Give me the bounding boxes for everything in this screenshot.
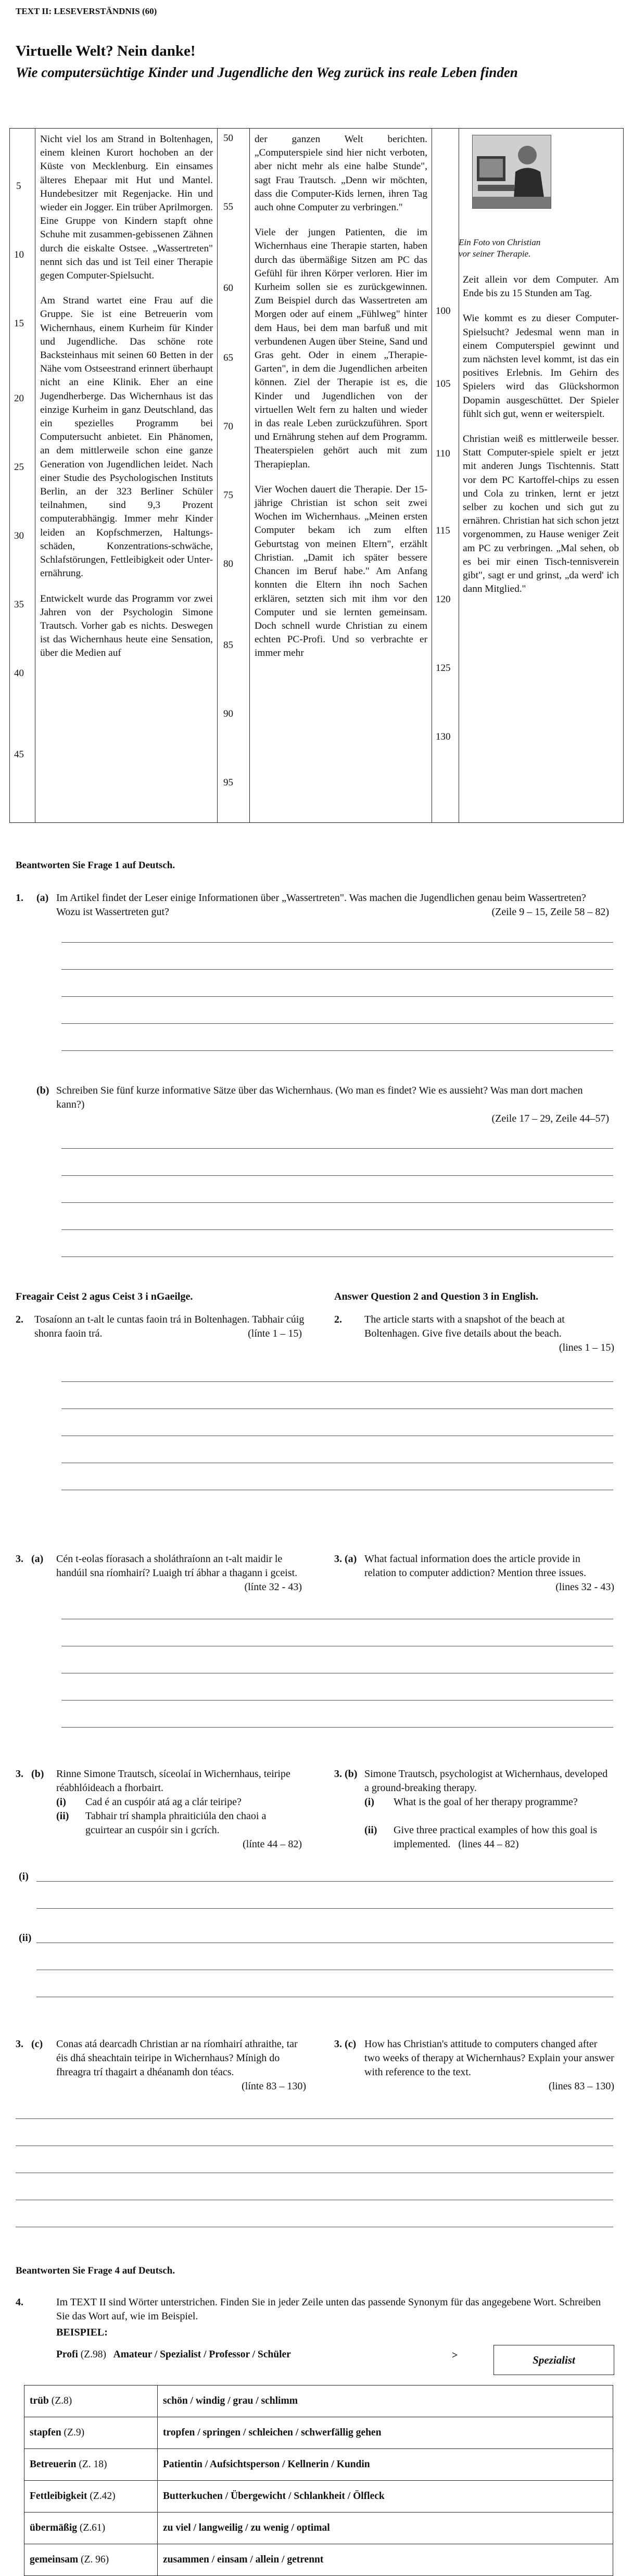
answer-i-label: (i) [19, 1871, 29, 1882]
q3b-ga-ii-text: Tabhair trí shampla phraiticiúla den chaoi a gcuirtear an cuspóir sin i gcrích. [85, 1810, 267, 1836]
paragraph: Vier Wochen dauert die Therapie. Der 15-jährige Christian ist schon seit zwei Wochen im Wichernhaus. „Meinen ersten Computer bekam ich zum elften Geburtstag von meinen Eltern", erzählt Christian. „Damit ich später bessere Chancen im Beruf habe." Am Anfang konnten die Eltern ihn noch Sachen erklären, setzten sich mit ihm vor den Computer und sie lernten gemeinsam. Doch schnell wurde Christian zu einem echten PC-Profi. Und so verbrachte er immer mehr [255, 484, 427, 659]
q3c-ga-text: Conas atá dearcadh Christian ar na ríomhairí athraithe, tar éis dhá sheachtain teiripe in Wichernhaus? Mínigh do fhreagra trí thagairt a dhéanamh don téacs. [56, 2038, 298, 2078]
example-answer-box: Spezialist [493, 2345, 614, 2375]
photo-caption: Ein Foto von Christian vor seiner Therapie. [459, 237, 541, 259]
q1a-text: Im Artikel findet der Leser einige Informationen über „Wassertreten". Was machen die Jugendlichen genau beim Wassertreten? Wozu ist Wassertreten gut? [56, 892, 586, 918]
q3a-ga-text: Cén t-eolas fíorasach a sholáthraíonn an t-alt maidir le handúil sna ríomhairí? Luaigh trí ábhar a thagann i gceist. [56, 1553, 298, 1579]
q1-heading: Beantworten Sie Frage 1 auf Deutsch. [16, 860, 175, 871]
synonym-word: stapfen (Z.9) [24, 2417, 158, 2449]
q3a-ga-ref: (línte 32 - 43) [244, 1581, 302, 1593]
table-row [24, 2481, 613, 2512]
christian-photo [472, 135, 551, 209]
q3a-en-text: What factual information does the article provide in relation to computer addiction? Mention three issues. [364, 1553, 586, 1579]
paragraph: Am Strand wartet eine Frau auf die Gruppe. Sie ist eine Betreuerin vom Wichernhaus, einem Kurheim für Kinder und Jugendliche. Das schöne rote Backsteinhaus mit seinen 60 Betten in der Nähe vom Ostseestrand erinnert überhaupt nicht an eine Klinik. Eher an eine Jugendherberge. Das Wichernhaus ist das einzige Kurheim in ganz Deutschland, das ein spezielles Programm bei Computersucht anbietet. Ein Phänomen, an dem mittlerweile schon eine ganze Generation von Jugendlichen leidet. Nach einer Studie des Psychologischen Instituts Berlin, an der 323 Berliner Schüler teilnahmen, sind 9,3 Prozent computerabhängig. Immer mehr Kinder leiden an Kopfschmerzen, Haltungs-schäden, Konzentrations-schwäche, Schlafstörungen, Fettleibigkeit oder Unter-ernährung. [40, 295, 213, 579]
q3c-en-label: 3. (c) [334, 2038, 357, 2050]
table-row [24, 2417, 613, 2449]
article-column-3 [463, 273, 619, 607]
synonym-table [24, 2385, 613, 2576]
article-text-table: 5 10 15 20 25 30 35 40 45 50 55 60 65 70 75 80 85 90 95 100 105 110 115 120 125 130 Nicht viel los am Strand in Boltenhagen, einem kleinen Kurort hochoben an der Küste von Mecklenburg. Ein einsames älteres Ehepaar mit Hut und Mantel. Hundebesitzer mit Regenjacke. Hin und wieder ein Jogger. Ein trüber Aprilmorgen. Eine Gruppe von Kindern stapft ohne Schuhe mit zusammen-gebissenen Zähnen durch die eiskalte Ostsee. „Wassertreten" nennt sich das und ist Teil einer Therapie gegen Computer-Spielsucht. Am Strand wartet eine Frau auf die Gruppe. Sie ist eine Betreuerin vom Wichernhaus, einem Kurheim für Kinder und Jugendliche. Das schöne rote Backsteinhaus mit seinen 60 Betten in der Nähe vom Ostseestrand erinnert überhaupt nicht an eine Klinik. Eher an eine Jugendherberge. Das Wichernhaus ist das einzige Kurheim in ganz Deutschland, das ein spezielles Programm bei Computersucht anbietet. Ein Phänomen, an dem mittlerweile schon eine ganze Generation von Jugendlichen leidet. Nach einer Studie des Psychologischen Instituts Berlin, an der 323 Berliner Schüler teilnahmen, sind 9,3 Prozent computerabhängig. Immer mehr Kinder leiden an Kopfschmerzen, Haltungs-schäden, Konzentrations-schwäche, Schlafstörungen, Fettleibigkeit oder Unter-ernährung. Entwickelt wurde das Programm vor zwei Jahren von der Psychologin Simone Trautsch. Vorher gab es nichts. Deswegen ist das Wichernhaus heute eine Sensation, über die Medien auf der ganzen Welt berichten. „Computerspiele sind hier nicht verboten, aber nicht mehr als eine halbe Stunde", sagt Frau Trautsch. „Denn wir möchten, dass die Computer-Kids lernen, ihren Tag auch ohne Computer zu verbringen." Viele der jungen Patienten, die im Wichernhaus eine Therapie starten, haben durch das übermäßige Sitzen am PC das Gefühl für ihren Körper verloren. Hier im Kurheim sollen sie es zurückgewinnen. Zum Beispiel durch das Wassertreten am Morgen oder auf einem „Fühlweg" hinter dem Haus, bei dem man barfuß und mit verbundenen Augen über Steine, Sand und Gras geht. Oder in einem „Therapie-Garten", in dem die Jugendlichen arbeiten können. Ziel der Therapie ist es, die Kinder und Jugendlichen von der virtuellen Welt fern zu halten und wieder in das reale Leben zurückzuführen. Sport und Ernährung stehen auf dem Programm. Theaterspielen gehört auch mit zum Therapieplan. Vier Wochen dauert die Therapie. Der 15-jährige Christian ist schon seit zwei Wochen im Wichernhaus. „Meinen ersten Computer bekam ich zum elften Geburtstag von meinen Eltern", erzählt Christian. „Damit ich später bessere Chancen im Beruf habe." Am Anfang konnten die Eltern ihn noch Sachen erklären, setzten sich mit ihm vor den Computer und sie lernten gemeinsam. Doch schnell wurde Christian zu einem echten PC-Profi. Und so verbrachte er immer mehr Ein Foto von Christian vor seiner Therapie. Zeit allein vor dem Computer. Am Ende bis zu 15 Stunden am Tag. Wie kommt es zu dieser Computer-Spielsucht? Jedesmal wenn man in einem Computerspiel gewinnt und zum nächsten level kommt, ist das ein positives Erlebnis. Im Gehirn des Spielers wird das Glückshormon Dopamin ausgeschüttet. Der Spieler fühlt sich gut, wenn er weiterspielt. Christian weiß es mittlerweile besser. Statt Computer-spiele spielt er jetzt mit anderen Jungs Tischtennis. Statt vor dem PC Kartoffel-chips zu essen und Cola zu trinken, lernt er jetzt selber zu kochen und sich gut zu ernähren. Christian hat sich schon jetzt vorgenommen, zu Hause weniger Zeit am PC zu verbringen. „Mal sehen, ob es bei mir einen Tisch-tennisverein gibt", sagt er und grinst, „da werd' ich dann Mitglied." [9, 128, 624, 823]
q3b-en-ii-text: Give three practical examples of how this goal is implemented. (lines 44 – 82) [394, 1824, 597, 1850]
paragraph: Nicht viel los am Strand in Boltenhagen, einem kleinen Kurort hochoben an der Küste von Mecklenburg. Ein einsames älteres Ehepaar mit Hut und Mantel. Hundebesitzer mit Regenjacke. Hin und wieder ein Jogger. Ein trüber Aprilmorgen. Eine Gruppe von Kindern stapft ohne Schuhe mit zusammen-gebissenen Zähnen durch die eiskalte Ostsee. „Wassertreten" nennt sich das und ist Teil einer Therapie gegen Computer-Spielsucht. [40, 134, 213, 282]
q3b-ga-ref: (línte 44 – 82) [243, 1838, 302, 1850]
paragraph: Zeit allein vor dem Computer. Am Ende bis zu 15 Stunden am Tag. [463, 274, 619, 299]
paragraph: der ganzen Welt berichten. „Computerspiele sind hier nicht verboten, aber nicht mehr als eine halbe Stunde", sagt Frau Trautsch. „Denn wir möchten, dass die Computer-Kids lernen, ihren Tag auch ohne Computer zu verbringen." [255, 134, 427, 213]
q4-heading: Beantworten Sie Frage 4 auf Deutsch. [16, 2265, 175, 2276]
q1-number: 1. [16, 892, 23, 904]
exam-section-header: TEXT II: LESEVERSTÄNDNIS (60) [16, 6, 157, 16]
q3b-ga-i-text: Cad é an cuspóir atá ag a clár teiripe? [85, 1796, 242, 1808]
q3b-ga-i-label: (i) [56, 1796, 66, 1808]
table-row [24, 2385, 613, 2417]
q3b-ga-label: 3. (b) [16, 1768, 44, 1780]
q3b-en-text: Simone Trautsch, psychologist at Wichernhaus, developed a ground-breaking therapy. [364, 1768, 608, 1794]
synonym-options[interactable]: zusammen / einsam / allein / getrennt [158, 2544, 613, 2576]
q3b-ga-ii-label: (ii) [56, 1810, 69, 1822]
q1b-label: (b) [36, 1085, 49, 1096]
article-column-2 [255, 133, 427, 672]
article-title: Virtuelle Welt? Nein danke! [16, 43, 196, 59]
irish-heading: Freagair Ceist 2 agus Ceist 3 i nGaeilge. [16, 1291, 193, 1302]
synonym-word: gemeinsam (Z. 96) [24, 2544, 158, 2576]
table-row [24, 2544, 613, 2576]
answer-ii-label: (ii) [19, 1932, 32, 1944]
article-column-1 [40, 133, 213, 672]
q4-number: 4. [16, 2296, 23, 2308]
synonym-options[interactable]: zu viel / langweilig / zu wenig / optimal [158, 2512, 613, 2544]
table-row [24, 2449, 613, 2481]
q1a-ref: (Zeile 9 – 15, Zeile 58 – 82) [491, 906, 609, 918]
paragraph: Christian weiß es mittlerweile besser. Statt Computer-spiele spielt er jetzt mit anderen Jungs Tischtennis. Statt vor dem PC Kartoffel-chips zu essen und Cola zu trinken, lernt er jetzt selber zu kochen und sich gut zu ernähren. Christian hat sich schon jetzt vorgenommen, zu Hause weniger Zeit am PC zu verbringen. „Mal sehen, ob es bei mir einen Tisch-tennisverein gibt", sagt er und grinst, „da werd' ich dann Mitglied." [463, 434, 619, 595]
synonym-word: Betreuerin (Z. 18) [24, 2449, 158, 2481]
q3c-en-text: How has Christian's attitude to computers changed after two weeks of therapy at Wichernhaus? Explain your answer with reference to the text. [364, 2038, 614, 2078]
article-subtitle: Wie computersüchtige Kinder und Jugendliche den Weg zurück ins reale Leben finden [16, 65, 518, 80]
q1b-ref: (Zeile 17 – 29, Zeile 44–57) [491, 1113, 609, 1124]
synonym-options[interactable]: tropfen / springen / schleichen / schwerfällig gehen [158, 2417, 613, 2449]
synonym-word: übermäßig (Z.61) [24, 2512, 158, 2544]
q3b-en-ii-label: (ii) [364, 1824, 377, 1836]
synonym-word: trüb (Z.8) [24, 2385, 158, 2417]
q2-ga-ref: (línte 1 – 15) [248, 1328, 302, 1339]
q2-ga-number: 2. [16, 1314, 23, 1325]
q3c-ga-ref: (línte 83 – 130) [242, 2080, 306, 2092]
q2-ga-text: Tosaíonn an t-alt le cuntas faoin trá in Boltenhagen. Tabhair cúig shonra faoin trá. [34, 1314, 305, 1339]
example-row: Profi (Z.98) Amateur / Spezialist / Professor / Schüler [56, 2349, 291, 2360]
example-label: BEISPIEL: [56, 2327, 108, 2338]
paragraph: Viele der jungen Patienten, die im Wichernhaus eine Therapie starten, haben durch das übermäßige Sitzen am PC das Gefühl für ihren Körper verloren. Hier im Kurheim sollen sie es zurückgewinnen. Zum Beispiel durch das Wassertreten am Morgen oder auf einem „Fühlweg" hinter dem Haus, bei dem man barfuß und mit verbundenen Augen über Steine, Sand und Gras geht. Oder in einem „Therapie-Garten", in dem die Jugendlichen arbeiten können. Ziel der Therapie ist es, die Kinder und Jugendlichen von der virtuellen Welt fern zu halten und wieder in das reale Leben zurückzuführen. Sport und Ernährung stehen auf dem Programm. Theaterspielen gehört auch mit zum Therapieplan. [255, 227, 427, 470]
synonym-options[interactable]: schön / windig / grau / schlimm [158, 2385, 613, 2417]
table-row [24, 2512, 613, 2544]
synonym-word: Fettleibigkeit (Z.42) [24, 2481, 158, 2512]
example-arrow: > [452, 2350, 458, 2361]
q3b-en-i-text: What is the goal of her therapy programme? [394, 1796, 578, 1808]
q4-instructions: Im TEXT II sind Wörter unterstrichen. Finden Sie in jeder Zeile unten das passende Synonym für das angegebene Wort. Schreiben Sie das Wort auf, wie im Beispiel. [56, 2296, 601, 2322]
q3b-ga-text: Rinne Simone Trautsch, síceolaí in Wichernhaus, teiripe réabhlóideach a fhorbairt. [56, 1768, 290, 1794]
q2-en-number: 2. [334, 1314, 342, 1325]
synonym-options[interactable]: Patientin / Aufsichtsperson / Kellnerin / Kundin [158, 2449, 613, 2481]
q2-en-text: The article starts with a snapshot of the beach at Boltenhagen. Give five details about the beach. [364, 1314, 565, 1339]
q3c-en-ref: (lines 83 – 130) [548, 2080, 614, 2092]
paragraph: Entwickelt wurde das Programm vor zwei Jahren von der Psychologin Simone Trautsch. Vorher gab es nichts. Deswegen ist das Wichernhaus heute eine Sensation, über die Medien auf [40, 593, 213, 659]
q3a-en-label: 3. (a) [334, 1553, 357, 1565]
synonym-options[interactable]: Butterkuchen / Übergewicht / Schlankheit / Ölfleck [158, 2481, 613, 2512]
paragraph: Wie kommt es zu dieser Computer-Spielsucht? Jedesmal wenn man in einem Computerspiel gewinnt und zum nächsten level kommt, ist das ein positives Erlebnis. Im Gehirn des Spielers wird das Glückshormon Dopamin ausgeschüttet. Der Spieler fühlt sich gut, wenn er weiterspielt. [463, 313, 619, 420]
english-heading: Answer Question 2 and Question 3 in English. [334, 1291, 538, 1302]
q3b-en-label: 3. (b) [334, 1768, 358, 1780]
q1a-label: (a) [36, 892, 49, 904]
q3c-ga-label: 3. (c) [16, 2038, 43, 2050]
q3a-ga-label: 3. (a) [16, 1553, 44, 1565]
q2-en-ref: (lines 1 – 15) [559, 1342, 614, 1353]
q1b-text: Schreiben Sie fünf kurze informative Sätze über das Wichernhaus. (Wo man es findet? Wie es aussieht? Was man dort machen kann?) [56, 1085, 583, 1110]
q3b-en-i-label: (i) [364, 1796, 374, 1808]
q3a-en-ref: (lines 32 - 43) [555, 1581, 614, 1593]
